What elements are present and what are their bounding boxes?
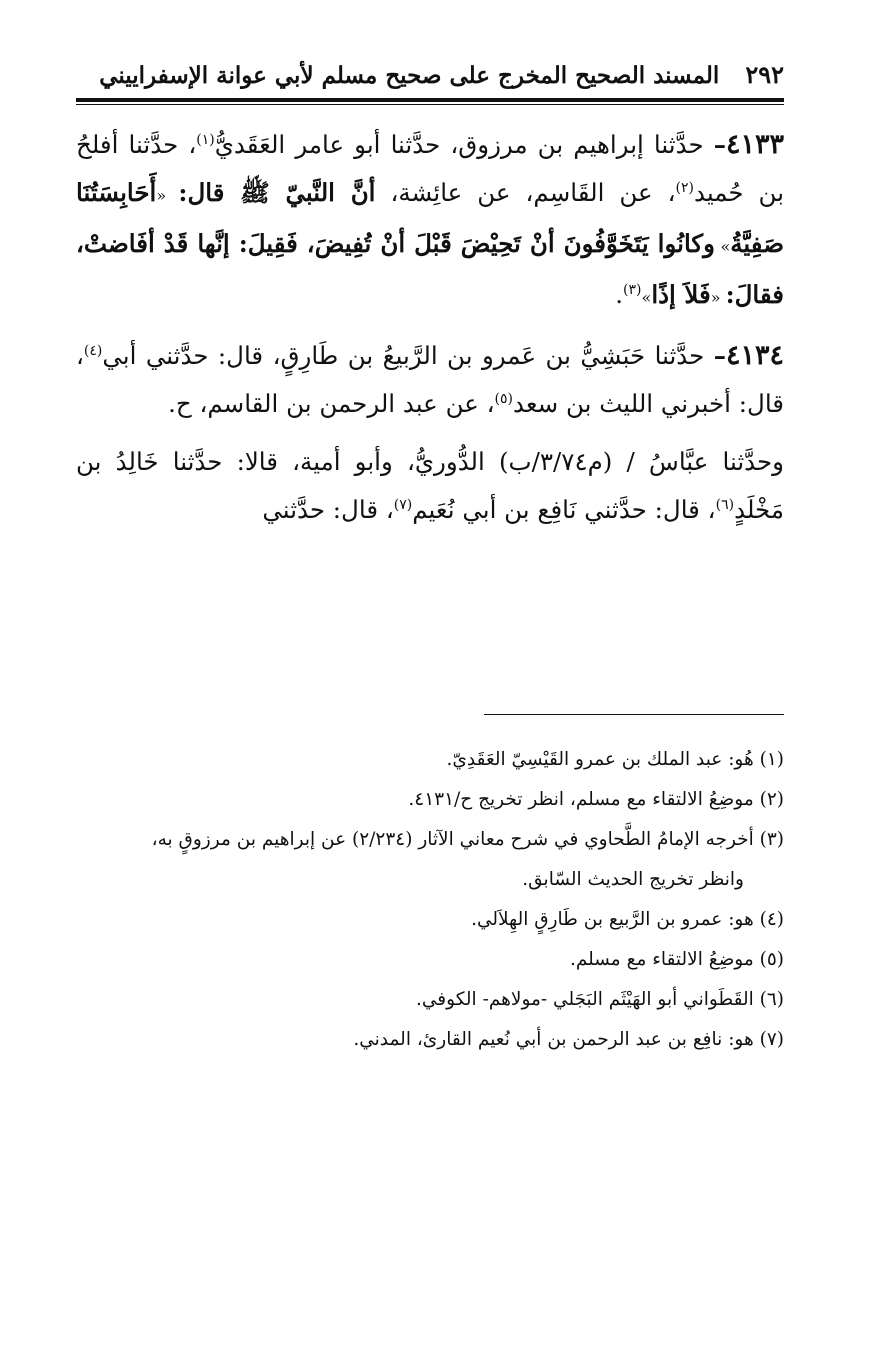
narration-bold: وكانُوا يَتَخَوَّفُونَ أنْ تَحِيْضَ قَبْلَ أنْ تُفِيضَ، فَقِيلَ: إنَّها قَدْ أفَاضتْ، فقالَ: [76, 229, 784, 309]
footnote-ref: (٣) [623, 281, 642, 298]
footnote-2: (٢) موضِعُ الالتقاء مع مسلم، انظر تخريج ح/٤١٣١. [408, 789, 784, 810]
footnote-5: (٥) موضِعُ الالتقاء مع مسلم. [569, 949, 784, 970]
footnote-7: (٧) هو: نافِع بن عبد الرحمن بن أبي نُعيم القارئ، المدني. [353, 1029, 784, 1050]
footnote-ref: (٤) [83, 342, 103, 359]
footnote-6: (٦) القَطَواني أبو الهَيْثَم البَجَلي -مولاهم- الكوفي. [416, 989, 784, 1010]
main-text [76, 121, 784, 534]
page-number: ٢٩٢ [745, 60, 784, 89]
document-page [76, 60, 785, 1050]
hadith-number: ٤١٣٤ [725, 340, 784, 371]
footnote-3: (٣) أخرجه الإمامُ الطَّحاوي في شرح معاني الآثار (٢/٢٣٤) عن إبراهيم بن مرزوقٍ به، [151, 829, 784, 850]
footnote-ref: (٢) [675, 179, 694, 196]
running-title: المسند الصحيح المخرج على صحيح مسلم لأبي عوانة الإسفراييني [99, 62, 720, 89]
hadith-4134: ٤١٣٤– حدَّثنا حَبَشِيُّ بن عَمرو بن الرَّبيعُ بن طَارِقٍ، قال: حدَّثني أبي$^{(٤)}$، قال: أخبرني الليث بن سعد$^{(٥)}$، عن عبد الرحمن بن القاسم، ح. [76, 340, 784, 418]
footnote-3-continued: وانظر تخريج الحديث السّابق. [522, 869, 744, 890]
footnote-ref: (٦) [715, 496, 735, 513]
hadith-4133: ٤١٣٣– حدَّثنا إبراهيم بن مرزوق، حدَّثنا أبو عامر العَقَديُّ$^{(١)}$، حدَّثنا أفلحُ بن حُميد$^{(٢)}$، عن القَاسِم، عن عائِشة، أنَّ النَّبيّ ﷺ قال: «أَحَابِسَتُنَا صَفِيَّةُ» وكانُوا يَتَخَوَّفُونَ أنْ تَحِيْضَ قَبْلَ أنْ تُفِيضَ، فَقِيلَ: إنَّها قَدْ أفَاضتْ، فقالَ: «فَلاَ إذًا»$^{(٣)}$. [76, 129, 785, 309]
quoted-speech: فَلاَ إذًا [651, 280, 711, 309]
footnote-ref: (٥) [494, 390, 513, 407]
header-rule-thin [76, 104, 784, 105]
footnote-separator [484, 714, 784, 715]
header-rule-thick [76, 98, 784, 102]
footnote-4: (٤) هو: عمرو بن الرَّبيع بن طَارِقٍ الهِلاَلي. [471, 909, 784, 930]
footnote-1: (١) هُو: عبد الملك بن عمرو القَيْسِيّ العَقَدِيّ. [446, 749, 784, 770]
quoted-speech: أَحَابِسَتُنَا صَفِيَّةُ [76, 178, 785, 258]
footnote-ref: (١) [196, 131, 215, 148]
footnote-ref: (٧) [393, 496, 413, 513]
chain-paragraph: وحدَّثنا عبَّاسُ / (م٣/٧٤/ب) الدُّوريُّ، وأبو أمية، قالا: حدَّثنا خَالِدُ بن مَخْلَدٍ$^{(٦)}$، قال: حدَّثني نَافِع بن أبي نُعَيم$^{(٧)}$، قال: حدَّثني [76, 447, 784, 524]
footnotes [76, 740, 784, 1060]
prophet-statement: أنَّ النَّبيّ ﷺ قال: [178, 178, 376, 207]
running-header [76, 60, 784, 98]
hadith-number: ٤١٣٣ [725, 129, 784, 160]
